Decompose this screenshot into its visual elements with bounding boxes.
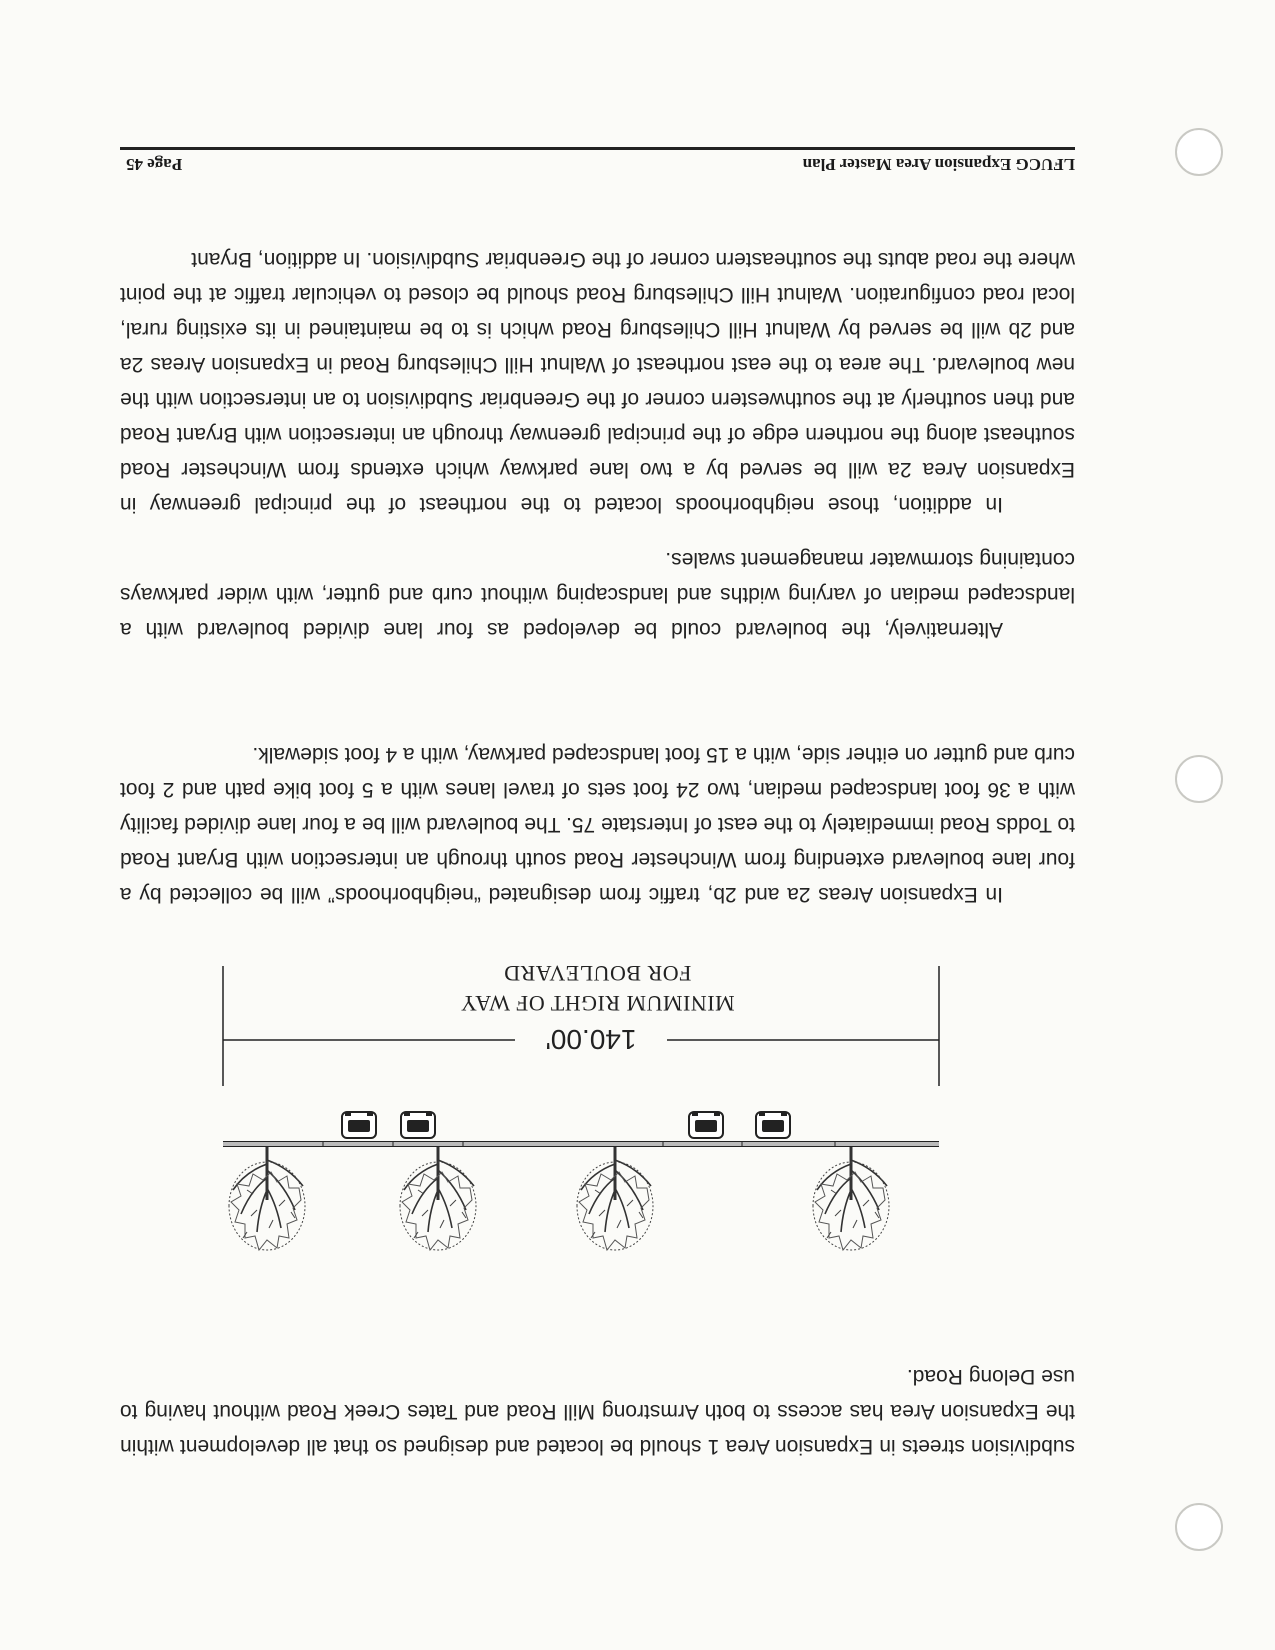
paragraph-continued: subdivision streets in Expansion Area 1 should be located and designed so that all development within the Expansion Area has access to both Armstrong Mill Road and Tates Creek Road without having to use Delong Road.: [120, 1365, 1075, 1458]
tree-icon: [400, 1144, 476, 1250]
paragraph: In Expansion Areas 2a and 2b, traffic from designated “neighborhoods” will be collected by a four lane boulevard extending from Winchester Road south through an intersection with Bryant Road to Todds Road immediately to the east of Interstate 75. The boulevard will be a four lane divided facility with a 36 foot landscaped median, two 24 foot sets of travel lanes with a 5 foot bike path and 2 foot curb and gutter on either side, with a 15 foot landscaped parkway, with a 4 foot sidewalk.: [120, 743, 1075, 906]
car-icon: [342, 1112, 376, 1138]
diagram-caption: [120, 958, 1075, 1018]
tree-icon: [577, 1144, 653, 1250]
car-icon: [401, 1112, 435, 1138]
caption-line: MINIMUM RIGHT OF WAY: [460, 991, 735, 1016]
tree-icon: [813, 1144, 889, 1250]
page-number: Page 45: [126, 155, 183, 174]
paragraph: Alternatively, the boulevard could be developed as four lane divided boulevard with a landscaped median of varying widths and landscaping without curb and gutter, with wider parkways containing stormwater management swales.: [120, 548, 1075, 641]
car-icon: [756, 1112, 790, 1138]
document-title: LFUCG Expansion Area Master Plan: [802, 155, 1075, 174]
dimension-label: 140.00': [545, 1024, 637, 1055]
caption-line: FOR BOULEVARD: [503, 961, 692, 986]
car-icon: [689, 1112, 723, 1138]
road-surface: [223, 1142, 939, 1146]
paragraph: In addition, those neighborhoods located to the northeast of the principal greenway in Expansion Area 2a will be served by a two lane parkway which extends from Winchester Road southeast along the northern edge of the principal greenway through an intersection with Bryant Road and then southerly at the southwestern corner of the Greenbriar Subdivision to an intersection with the new boulevard. The area to the east northeast of Walnut Hill Chilesburg Road in Expansion Areas 2a and 2b will be served by Walnut Hill Chilesburg Road which is to be maintained in its existing rural, local road configuration. Walnut Hill Chilesburg Road should be closed to vehicular traffic at the point where the road abuts the southeastern corner of the Greenbriar Subdivision. In addition, Bryant: [120, 248, 1075, 516]
tree-icon: [229, 1144, 305, 1250]
